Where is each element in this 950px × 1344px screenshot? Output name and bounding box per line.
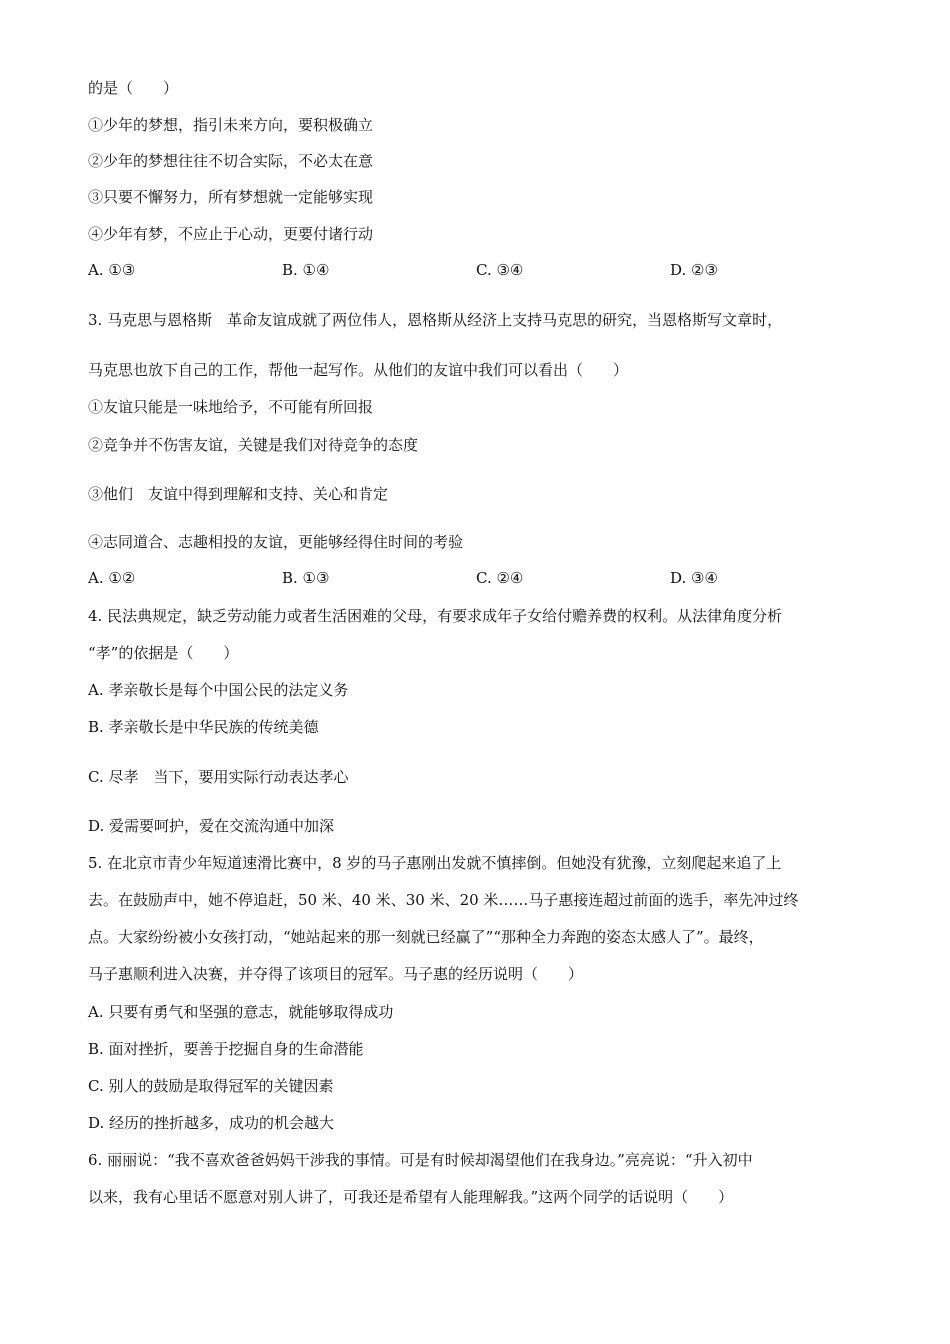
q5-option-b: B. 面对挫折，要善于挖掘自身的生命潜能 bbox=[88, 1040, 364, 1058]
q4-stem-line-2: “孝”的依据是（ ） bbox=[88, 644, 239, 662]
q2-statement-3: ③只要不懈努力，所有梦想就一定能够实现 bbox=[88, 188, 374, 206]
q6-stem-line-2: 以来，我有心里话不愿意对别人讲了，可我还是希望有人能理解我。”这两个同学的话说明（ ） bbox=[88, 1188, 734, 1206]
q3-statement-3: ③他们 友谊中得到理解和支持、关心和肯定 bbox=[88, 485, 389, 503]
q5-option-a: A. 只要有勇气和坚强的意志，就能够取得成功 bbox=[88, 1003, 394, 1021]
q4-option-c: C. 尽孝 当下，要用实际行动表达孝心 bbox=[88, 768, 349, 786]
q3-statement-2: ②竞争并不伤害友谊，关键是我们对待竞争的态度 bbox=[88, 436, 419, 454]
q2-option-a: A. ①③ bbox=[88, 261, 136, 279]
q3-statement-1: ①友谊只能是一味地给予，不可能有所回报 bbox=[88, 398, 374, 416]
q5-option-c: C. 别人的鼓励是取得冠军的关键因素 bbox=[88, 1077, 334, 1095]
q3-option-a: A. ①② bbox=[88, 569, 136, 587]
q3-stem-line-1: 3. 马克思与恩格斯 革命友谊成就了两位伟人，恩格斯从经济上支持马克思的研究，当恩格斯写文章时， bbox=[88, 311, 783, 329]
q3-option-b: B. ①③ bbox=[282, 569, 330, 587]
q2-statement-2: ②少年的梦想往往不切合实际，不必太在意 bbox=[88, 152, 374, 170]
q2-option-c: C. ③④ bbox=[476, 261, 524, 279]
q5-option-d: D. 经历的挫折越多，成功的机会越大 bbox=[88, 1114, 335, 1132]
q4-option-d: D. 爱需要呵护，爱在交流沟通中加深 bbox=[88, 817, 335, 835]
q2-stem-tail: 的是（ ） bbox=[88, 79, 179, 97]
q5-stem-line-3: 点。大家纷纷被小女孩打动，“她站起来的那一刻就已经赢了”“那种全力奔跑的姿态太感人了”。最终， bbox=[88, 928, 764, 946]
q2-option-d: D. ②③ bbox=[670, 261, 718, 279]
q2-option-b: B. ①④ bbox=[282, 261, 330, 279]
q3-option-c: C. ②④ bbox=[476, 569, 524, 587]
q2-statement-1: ①少年的梦想，指引未来方向，要积极确立 bbox=[88, 116, 374, 134]
q4-stem-line-1: 4. 民法典规定，缺乏劳动能力或者生活困难的父母，有要求成年子女给付赡养费的权利。从法律角度分析 bbox=[88, 607, 783, 625]
q4-option-b: B. 孝亲敬长是中华民族的传统美德 bbox=[88, 718, 319, 736]
q3-stem-line-2: 马克思也放下自己的工作，帮他一起写作。从他们的友谊中我们可以看出（ ） bbox=[88, 361, 629, 379]
q4-option-a: A. 孝亲敬长是每个中国公民的法定义务 bbox=[88, 681, 349, 699]
q5-stem-line-2: 去。在鼓励声中，她不停追赶，50 米、40 米、30 米、20 米……马子惠接连超过前面的选手，率先冲过终 bbox=[88, 891, 799, 909]
q3-option-d: D. ③④ bbox=[670, 569, 718, 587]
q5-stem-line-4: 马子惠顺利进入决赛，并夺得了该项目的冠军。马子惠的经历说明（ ） bbox=[88, 965, 584, 983]
q6-stem-line-1: 6. 丽丽说：“我不喜欢爸爸妈妈干涉我的事情。可是有时候却渴望他们在我身边。”亮亮说：“升入初中 bbox=[88, 1151, 753, 1169]
q3-statement-4: ④志同道合、志趣相投的友谊，更能够经得住时间的考验 bbox=[88, 533, 464, 551]
q5-stem-line-1: 5. 在北京市青少年短道速滑比赛中，8 岁的马子惠刚出发就不慎摔倒。但她没有犹豫，立刻爬起来追了上 bbox=[88, 854, 782, 872]
q2-statement-4: ④少年有梦，不应止于心动，更要付诸行动 bbox=[88, 225, 374, 243]
